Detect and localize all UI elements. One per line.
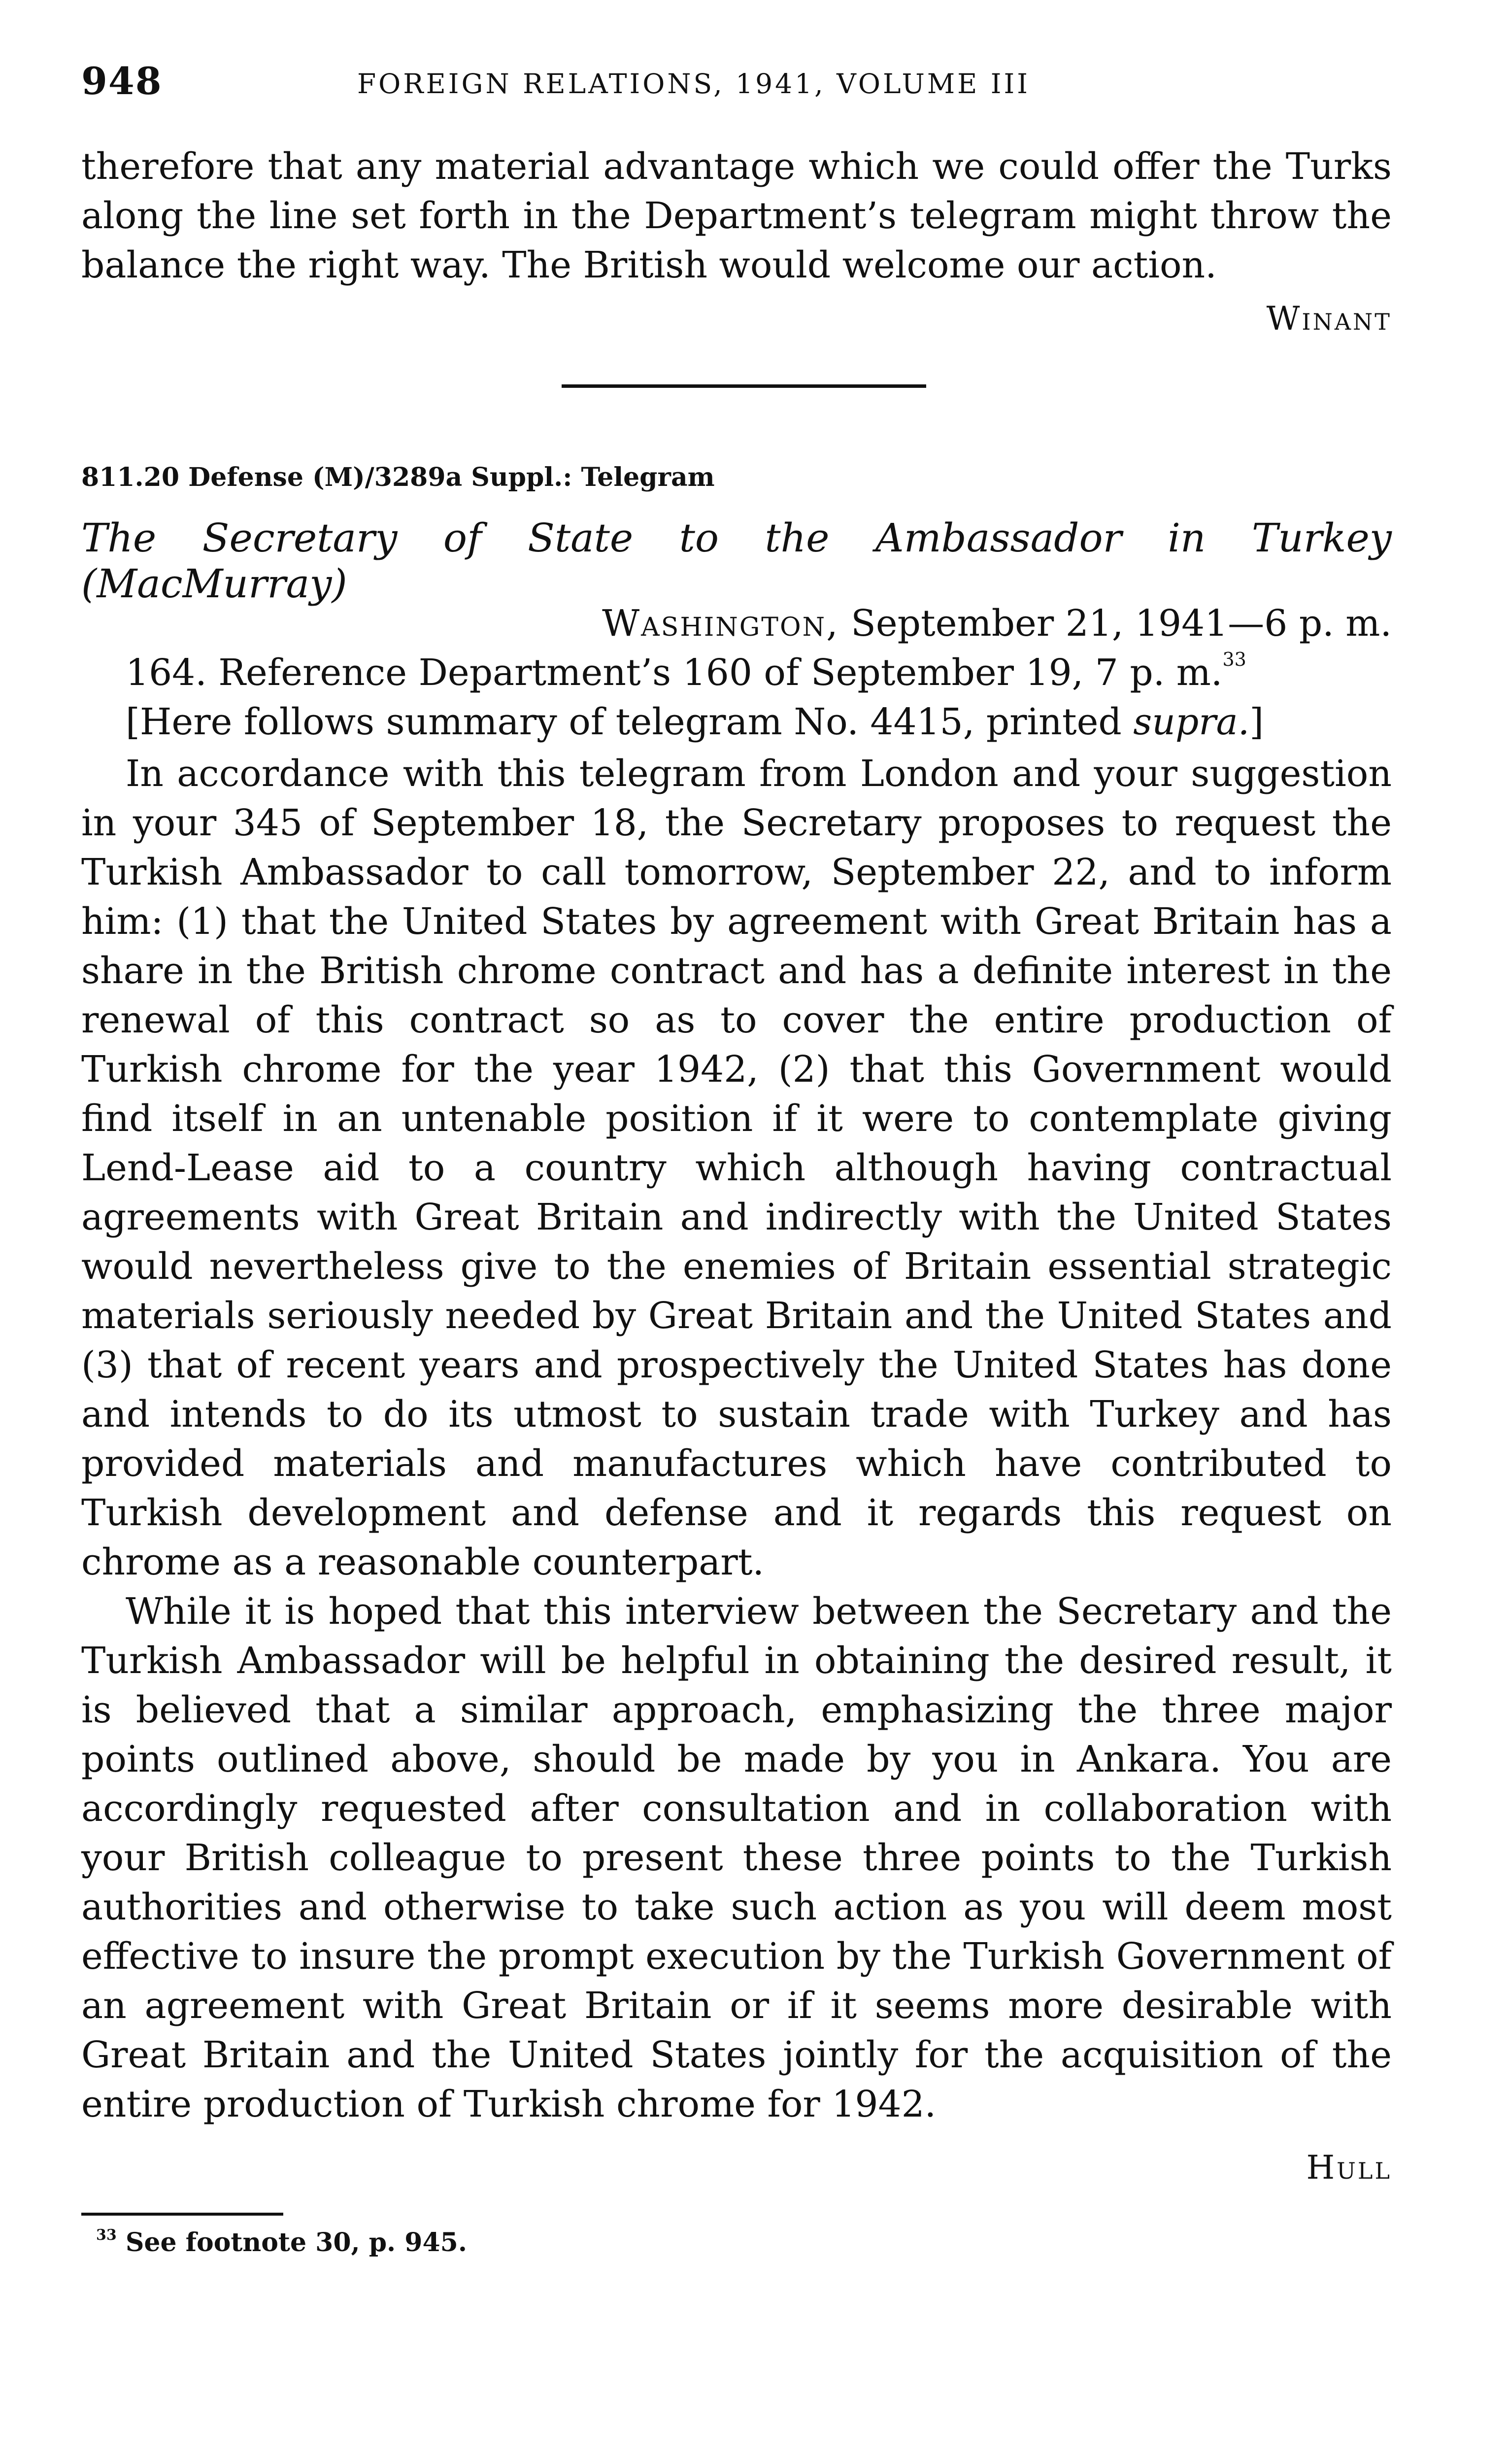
body-paragraph-request: While it is hoped that this interview between the Secretary and the Turkish Ambassador will be helpful in obtaining the desired result, it is believed that a similar approach, emphasizing the three major points outlined above, should be made by you in Ankara. You are accordingly requested after consultation and in collaboration with your British colleague to present these three points to the Turkish authorities and otherwise to take such action as you will deem most effective to insure the prompt execution by the Turkish Government of an agreement with Great Britain or if it seems more desirable with Great Britain and the United States jointly for the acquisition of the entire production of Turkish chrome for 1942. xyxy=(81,1590,1392,2125)
dateline-date: September 21, 1941—6 p. m. xyxy=(839,602,1392,645)
heading-title: The Secretary of State to the Ambassador in Turkey xyxy=(81,515,1392,561)
footnote-marker: 33 xyxy=(96,2226,117,2244)
signature-winant: Winant xyxy=(1266,300,1392,338)
summary-note-prefix: [Here follows summary of telegram No. 4415, printed xyxy=(126,701,1134,743)
telegram-reference-line xyxy=(126,651,1246,694)
page-number: 948 xyxy=(81,59,163,103)
continuation-paragraph: therefore that any material advantage which we could offer the Turks along the line set forth in the Department’s telegram might throw the balance the right way. The British would welcome our action. xyxy=(81,145,1392,286)
running-head: FOREIGN RELATIONS, 1941, VOLUME III xyxy=(357,68,1030,100)
footnote-reference: 33 xyxy=(1222,649,1246,670)
heading-recipient-name: (MacMurray) xyxy=(81,561,347,607)
footnote-text: See footnote 30, p. 945. xyxy=(116,2227,467,2258)
page-header xyxy=(81,59,1392,118)
dateline-place: Washington, xyxy=(602,602,839,645)
body-paragraph-accordance: In accordance with this telegram from London and your suggestion in your 345 of September 18, the Secretary proposes to request the Turkish Ambassador to call tomorrow, September 22, and to inform him: (1) that the United States by agreement with Great Britain has a share in the British chrome contract and has a definite interest in the renewal of this contract so as to cover the entire production of Turkish chrome for the year 1942, (2) that this Government would find itself in an untenable position if it were to contemplate giving Lend-Lease aid to a country which although having contractual agreements with Great Britain and indirectly with the United States would nevertheless give to the enemies of Britain essential strategic materials seriously needed by Great Britain and the United States and (3) that of recent years and prospectively the United States has done and intends to do its utmost to sustain trade with Turkey and has provided materials and manufactures which have contributed to Turkish development and defense and it regards this request on chrome as a reasonable counterpart. xyxy=(81,753,1392,1583)
file-reference: 811.20 Defense (M)/3289a Suppl.: Telegram xyxy=(81,462,715,492)
telegram-reference-text: 164. Reference Department’s 160 of September 19, 7 p. m. xyxy=(126,651,1223,694)
signature-hull: Hull xyxy=(1306,2149,1392,2187)
summary-note-suffix: ] xyxy=(1249,701,1264,743)
footnote-divider xyxy=(81,2213,283,2216)
dateline xyxy=(602,602,1392,645)
document-heading xyxy=(81,515,1392,607)
footnote xyxy=(96,2227,467,2258)
summary-note xyxy=(126,701,1264,743)
section-divider xyxy=(562,384,926,388)
summary-note-italic: supra. xyxy=(1133,701,1250,743)
